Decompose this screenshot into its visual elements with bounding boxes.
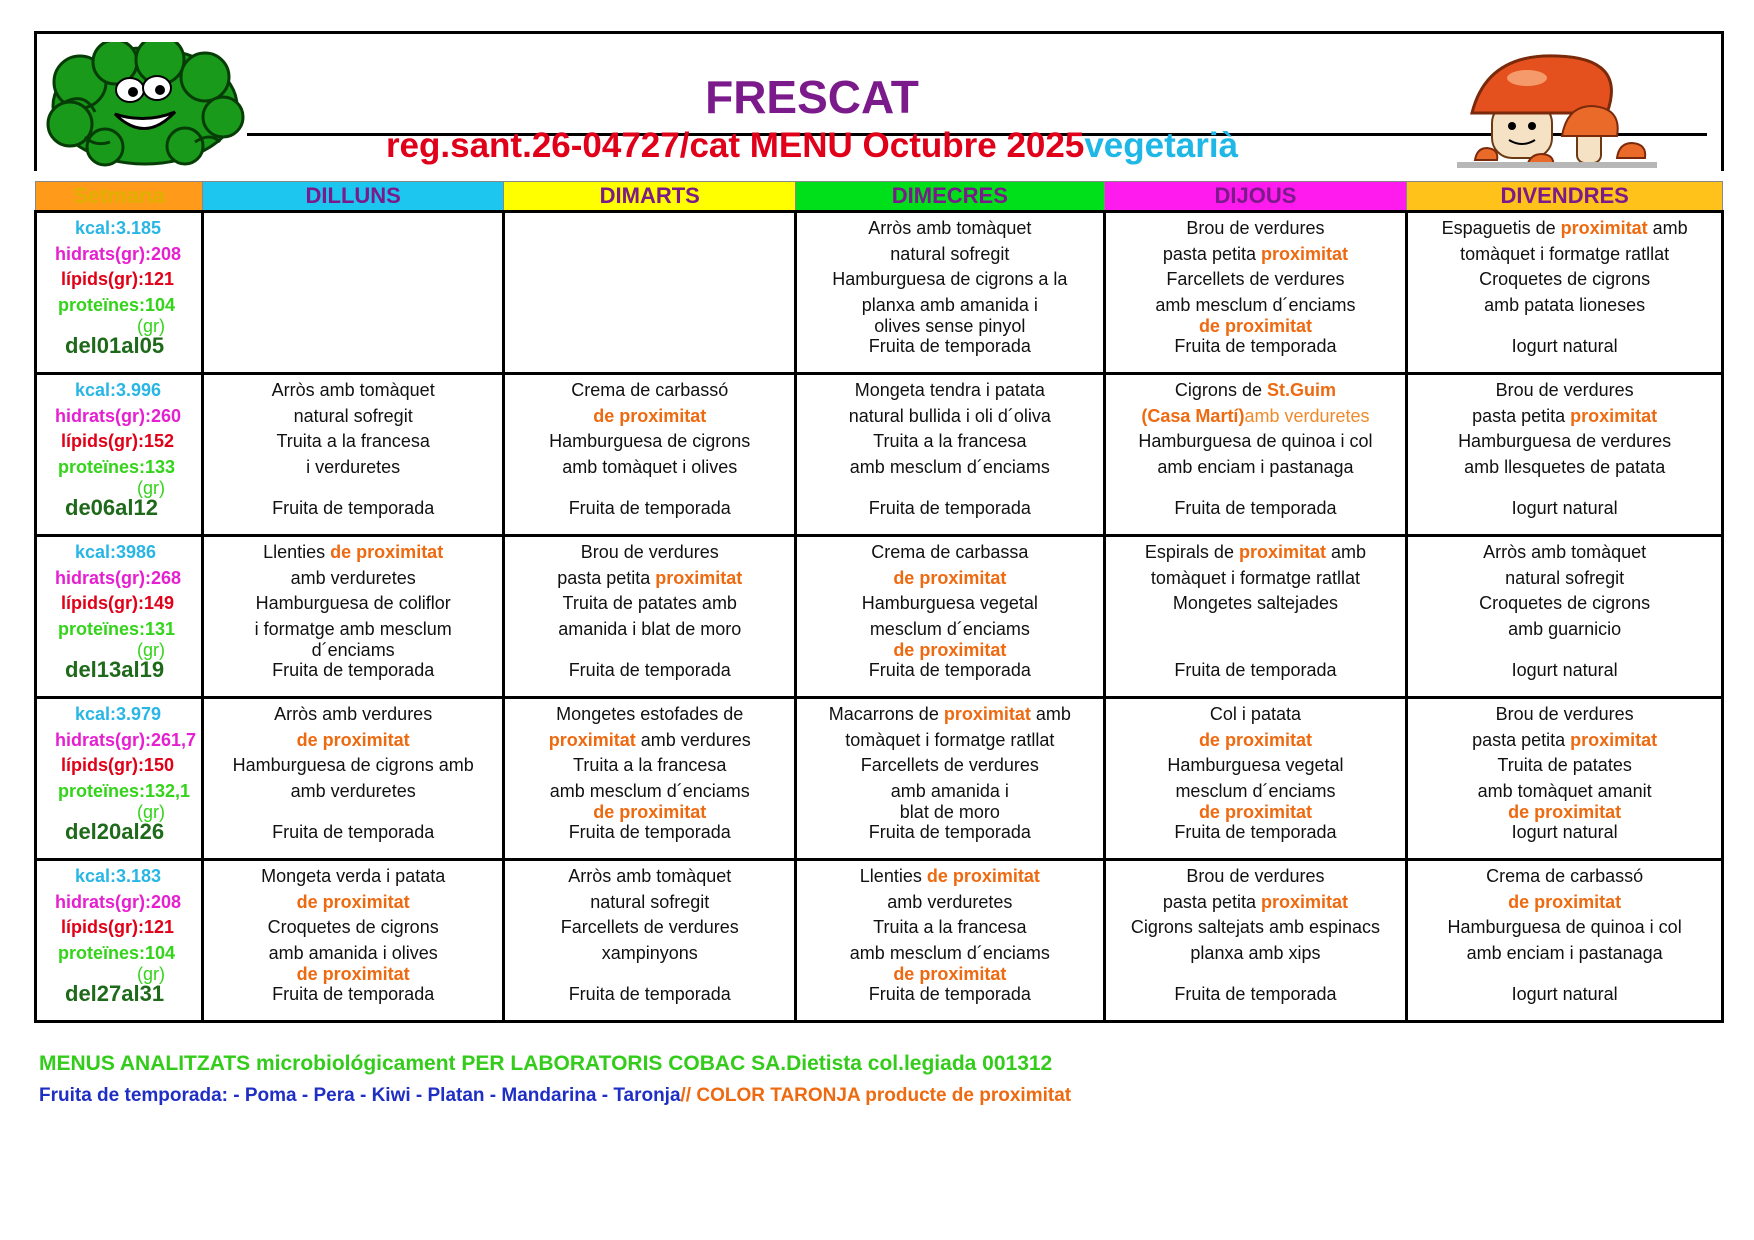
menu-line: Fruita de temporada [1174, 822, 1337, 842]
menu-line: amb tomàquet i olives [562, 457, 738, 477]
menu-line: de proximitat [296, 730, 410, 750]
day-menu-cell [796, 860, 1105, 1022]
menu-line: Espirals de proximitat amb [1144, 542, 1366, 562]
menu-line: i formatge amb mesclum [254, 619, 452, 639]
day-menu-cell [504, 212, 796, 374]
menu-line: Fruita de temporada [568, 822, 731, 842]
menu-line: Iogurt natural [1511, 660, 1618, 680]
menu-line: Mongetes estofades de [556, 704, 744, 724]
menu-line: de proximitat [1198, 730, 1312, 750]
menu-line: amb guarnicio [1508, 619, 1622, 639]
header-day: DIMECRES [796, 182, 1105, 212]
menu-line: Crema de carbassó [571, 380, 729, 400]
protein-value: proteïnes:132,1 [58, 781, 191, 801]
week-row [36, 860, 1723, 1022]
protein-value: proteïnes:104 [58, 943, 176, 963]
day-menu-cell [796, 698, 1105, 860]
menu-line: tomàquet i formatge ratllat [1460, 244, 1670, 264]
menu-line: proximitat amb verdures [548, 730, 751, 750]
menu-line: Fruita de temporada [1174, 336, 1337, 356]
day-menu-cell [1407, 212, 1723, 374]
menu-line: Fruita de temporada [272, 984, 435, 1004]
menu-line: olives sense pinyol [874, 316, 1026, 336]
menu-line: tomàquet i formatge ratllat [1150, 568, 1361, 588]
menu-line: tomàquet i formatge ratllat [845, 730, 1055, 750]
footer-lab-note: MENUS ANALITZATS microbiológicament PER LABORATORIS COBAC SA.Dietista col.legiada 001312 [39, 1052, 1053, 1075]
day-menu-cell [202, 536, 504, 698]
menu-line: Farcellets de verdures [860, 755, 1039, 775]
menu-line: Hamburguesa de cigrons a la [832, 269, 1068, 289]
header-day: DIVENDRES [1407, 182, 1723, 212]
day-menu-cell [504, 536, 796, 698]
footer-fruit-note: Fruita de temporada: - Poma - Pera - Kiwi - Platan - Mandarina - Taronja// COLOR TARONJA producte de proximitat [39, 1085, 1072, 1106]
menu-table [34, 181, 1724, 1023]
menu-line: amb llesquetes de patata [1464, 457, 1666, 477]
menu-line: Brou de verdures [1495, 380, 1634, 400]
menu-line: amb mesclum d´enciams [1155, 295, 1356, 315]
menu-line: Fruita de temporada [568, 984, 731, 1004]
menu-line: natural sofregit [1505, 568, 1625, 588]
day-menu-cell [504, 698, 796, 860]
day-menu-cell [1104, 212, 1407, 374]
page-subtitle: reg.sant.26-04727/cat MENU Octubre 2025vegetarià [385, 126, 1239, 165]
menu-line: Arròs amb verdures [274, 704, 433, 724]
week-range: del13al19 [65, 657, 165, 682]
menu-line: de proximitat [1198, 316, 1312, 336]
protein-value: proteïnes:104 [58, 295, 176, 315]
menu-line: d´enciams [311, 640, 395, 660]
menu-line: amb enciam i pastanaga [1157, 457, 1354, 477]
menu-line: de proximitat [893, 640, 1007, 660]
menu-line: Hamburguesa de cigrons [549, 431, 751, 451]
menu-line: Fruita de temporada [1174, 984, 1337, 1004]
header-day: DIJOUS [1104, 182, 1407, 212]
menu-line: Espaguetis de proximitat amb [1441, 218, 1688, 238]
protein-value: proteïnes:131 [58, 619, 176, 639]
kcal-value: kcal:3.183 [75, 866, 162, 886]
day-menu-cell [796, 212, 1105, 374]
header-day: DIMARTS [504, 182, 796, 212]
menu-line: planxa amb amanida i [861, 295, 1038, 315]
menu-line: amb enciam i pastanaga [1466, 943, 1663, 963]
menu-line: Hamburguesa vegetal [1167, 755, 1344, 775]
menu-line: mesclum d´enciams [1175, 781, 1336, 801]
nutrition-cell [36, 212, 203, 374]
day-menu-cell [1407, 536, 1723, 698]
menu-line: Fruita de temporada [568, 660, 731, 680]
week-range: de06al12 [65, 495, 158, 520]
kcal-value: kcal:3.979 [75, 704, 162, 724]
menu-line: Brou de verdures [1186, 866, 1325, 886]
menu-line: Hamburguesa de verdures [1458, 431, 1672, 451]
day-menu-cell [796, 374, 1105, 536]
fat-value: lípids(gr):121 [61, 269, 175, 289]
carbs-value: hidrats(gr):260 [55, 406, 182, 426]
fat-value: lípids(gr):152 [61, 431, 175, 451]
menu-line: natural sofregit [590, 892, 710, 912]
menu-line: Iogurt natural [1511, 822, 1618, 842]
week-row [36, 212, 1723, 374]
menu-line: Croquetes de cigrons [1479, 269, 1651, 289]
menu-line: amb mesclum d´enciams [849, 943, 1050, 963]
menu-line: Brou de verdures [1495, 704, 1634, 724]
menu-line: Crema de carbassó [1486, 866, 1644, 886]
menu-line: Truita de patates amb [562, 593, 737, 613]
menu-line: Iogurt natural [1511, 498, 1618, 518]
menu-line: Cigrons saltejats amb espinacs [1130, 917, 1381, 937]
menu-line: de proximitat [296, 892, 410, 912]
menu-line: Arròs amb tomàquet [568, 866, 732, 886]
table-header-row [36, 182, 1723, 212]
day-menu-cell [504, 374, 796, 536]
carbs-value: hidrats(gr):268 [55, 568, 182, 588]
header-setmana: Setmana [36, 182, 203, 212]
week-range: del01al05 [65, 333, 165, 358]
menu-line: amanida i blat de moro [558, 619, 742, 639]
menu-line: Arròs amb tomàquet [868, 218, 1032, 238]
menu-line: Fruita de temporada [272, 498, 435, 518]
menu-line: Croquetes de cigrons [267, 917, 439, 937]
menu-line: Arròs amb tomàquet [1483, 542, 1647, 562]
day-menu-cell [1407, 698, 1723, 860]
week-range: del20al26 [65, 819, 165, 844]
day-menu-cell [1407, 374, 1723, 536]
grams-unit: (gr) [137, 316, 165, 336]
menu-line: Fruita de temporada [868, 984, 1031, 1004]
grams-unit: (gr) [137, 802, 165, 822]
menu-line: natural sofregit [890, 244, 1010, 264]
menu-line: Fruita de temporada [868, 336, 1031, 356]
menu-line: Brou de verdures [580, 542, 719, 562]
menu-line: amb mesclum d´enciams [849, 457, 1050, 477]
fat-value: lípids(gr):149 [61, 593, 175, 613]
day-menu-cell [202, 860, 504, 1022]
week-range: del27al31 [65, 981, 165, 1006]
menu-line: Fruita de temporada [868, 498, 1031, 518]
menu-line: de proximitat [593, 802, 707, 822]
menu-line: Farcellets de verdures [1166, 269, 1345, 289]
menu-line: de proximitat [296, 964, 410, 984]
menu-line: (Casa Martí)amb verduretes [1141, 406, 1370, 426]
menu-line: amb mesclum d´enciams [549, 781, 750, 801]
menu-line: amb amanida i [890, 781, 1009, 801]
day-menu-cell [504, 860, 796, 1022]
header [34, 31, 1724, 171]
menu-line: de proximitat [1508, 892, 1622, 912]
menu-line: Truita a la francesa [873, 431, 1027, 451]
menu-line: Mongeta tendra i patata [854, 380, 1045, 400]
menu-line: Truita de patates [1497, 755, 1632, 775]
day-menu-cell [202, 374, 504, 536]
menu-line: de proximitat [893, 964, 1007, 984]
menu-line: Hamburguesa de quinoa i col [1447, 917, 1682, 937]
menu-line: Arròs amb tomàquet [271, 380, 435, 400]
menu-line: Hamburguesa de quinoa i col [1138, 431, 1373, 451]
menu-line: Fruita de temporada [1174, 498, 1337, 518]
menu-line: pasta petita proximitat [1472, 406, 1658, 426]
day-menu-cell [796, 536, 1105, 698]
day-menu-cell [1104, 860, 1407, 1022]
page-title: FRESCAT [705, 71, 919, 123]
grams-unit: (gr) [137, 964, 165, 984]
menu-line: Hamburguesa de coliflor [255, 593, 451, 613]
menu-line: pasta petita proximitat [1472, 730, 1658, 750]
menu-line: de proximitat [893, 568, 1007, 588]
menu-line: Fruita de temporada [1174, 660, 1337, 680]
menu-line: de proximitat [1508, 802, 1622, 822]
fat-value: lípids(gr):150 [61, 755, 175, 775]
day-menu-cell [1104, 374, 1407, 536]
menu-line: mesclum d´enciams [869, 619, 1030, 639]
menu-line: natural sofregit [293, 406, 413, 426]
week-row [36, 536, 1723, 698]
week-row [36, 698, 1723, 860]
menu-line: amb tomàquet amanit [1477, 781, 1652, 801]
menu-line: Llenties de proximitat [859, 866, 1040, 886]
menu-line: amb verduretes [290, 568, 416, 588]
day-menu-cell [1104, 536, 1407, 698]
menu-line: Fruita de temporada [568, 498, 731, 518]
day-menu-cell [1104, 698, 1407, 860]
menu-line: pasta petita proximitat [1162, 244, 1348, 264]
menu-line: Mongeta verda i patata [261, 866, 446, 886]
fat-value: lípids(gr):121 [61, 917, 175, 937]
menu-line: de proximitat [1198, 802, 1312, 822]
carbs-value: hidrats(gr):208 [55, 892, 182, 912]
menu-page [34, 31, 1722, 1049]
menu-line: amb verduretes [887, 892, 1013, 912]
menu-line: natural bullida i oli d´oliva [848, 406, 1051, 426]
menu-line: amb patata lioneses [1484, 295, 1646, 315]
kcal-value: kcal:3.996 [75, 380, 162, 400]
menu-line: Farcellets de verdures [560, 917, 739, 937]
carbs-value: hidrats(gr):261,7 [55, 730, 197, 750]
menu-line: pasta petita proximitat [557, 568, 743, 588]
carbs-value: hidrats(gr):208 [55, 244, 182, 264]
mushrooms-icon [1457, 48, 1657, 173]
week-row [36, 374, 1723, 536]
menu-line: Mongetes saltejades [1172, 593, 1339, 613]
menu-line: Hamburguesa vegetal [861, 593, 1038, 613]
protein-value: proteïnes:133 [58, 457, 176, 477]
menu-line: Fruita de temporada [272, 660, 435, 680]
grams-unit: (gr) [137, 478, 165, 498]
nutrition-cell [36, 698, 203, 860]
menu-line: planxa amb xips [1190, 943, 1321, 963]
menu-line: Fruita de temporada [868, 660, 1031, 680]
menu-line: Hamburguesa de cigrons amb [232, 755, 474, 775]
menu-line: Crema de carbassa [871, 542, 1029, 562]
grams-unit: (gr) [137, 640, 165, 660]
menu-line: de proximitat [593, 406, 707, 426]
kcal-value: kcal:3.185 [75, 218, 162, 238]
menu-line: Llenties de proximitat [263, 542, 444, 562]
menu-line: i verduretes [306, 457, 401, 477]
menu-line: Iogurt natural [1511, 984, 1618, 1004]
menu-line: amb amanida i olives [268, 943, 438, 963]
menu-line: Truita a la francesa [573, 755, 727, 775]
menu-line: Truita a la francesa [276, 431, 430, 451]
kcal-value: kcal:3986 [75, 542, 157, 562]
menu-line: Cigrons de St.Guim [1174, 380, 1336, 400]
menu-line: Fruita de temporada [272, 822, 435, 842]
menu-line: Truita a la francesa [873, 917, 1027, 937]
menu-line: Macarrons de proximitat amb [828, 704, 1071, 724]
day-menu-cell [202, 212, 504, 374]
menu-line: amb verduretes [290, 781, 416, 801]
menu-line: Col i patata [1209, 704, 1301, 724]
nutrition-cell [36, 374, 203, 536]
day-menu-cell [202, 698, 504, 860]
menu-line: Brou de verdures [1186, 218, 1325, 238]
header-day: DILLUNS [202, 182, 504, 212]
menu-line: Iogurt natural [1511, 336, 1618, 356]
day-menu-cell [1407, 860, 1723, 1022]
menu-line: xampinyons [601, 943, 698, 963]
menu-line: Croquetes de cigrons [1479, 593, 1651, 613]
menu-line: pasta petita proximitat [1162, 892, 1348, 912]
nutrition-cell [36, 860, 203, 1022]
menu-line: blat de moro [899, 802, 1000, 822]
menu-line: Fruita de temporada [868, 822, 1031, 842]
nutrition-cell [36, 536, 203, 698]
